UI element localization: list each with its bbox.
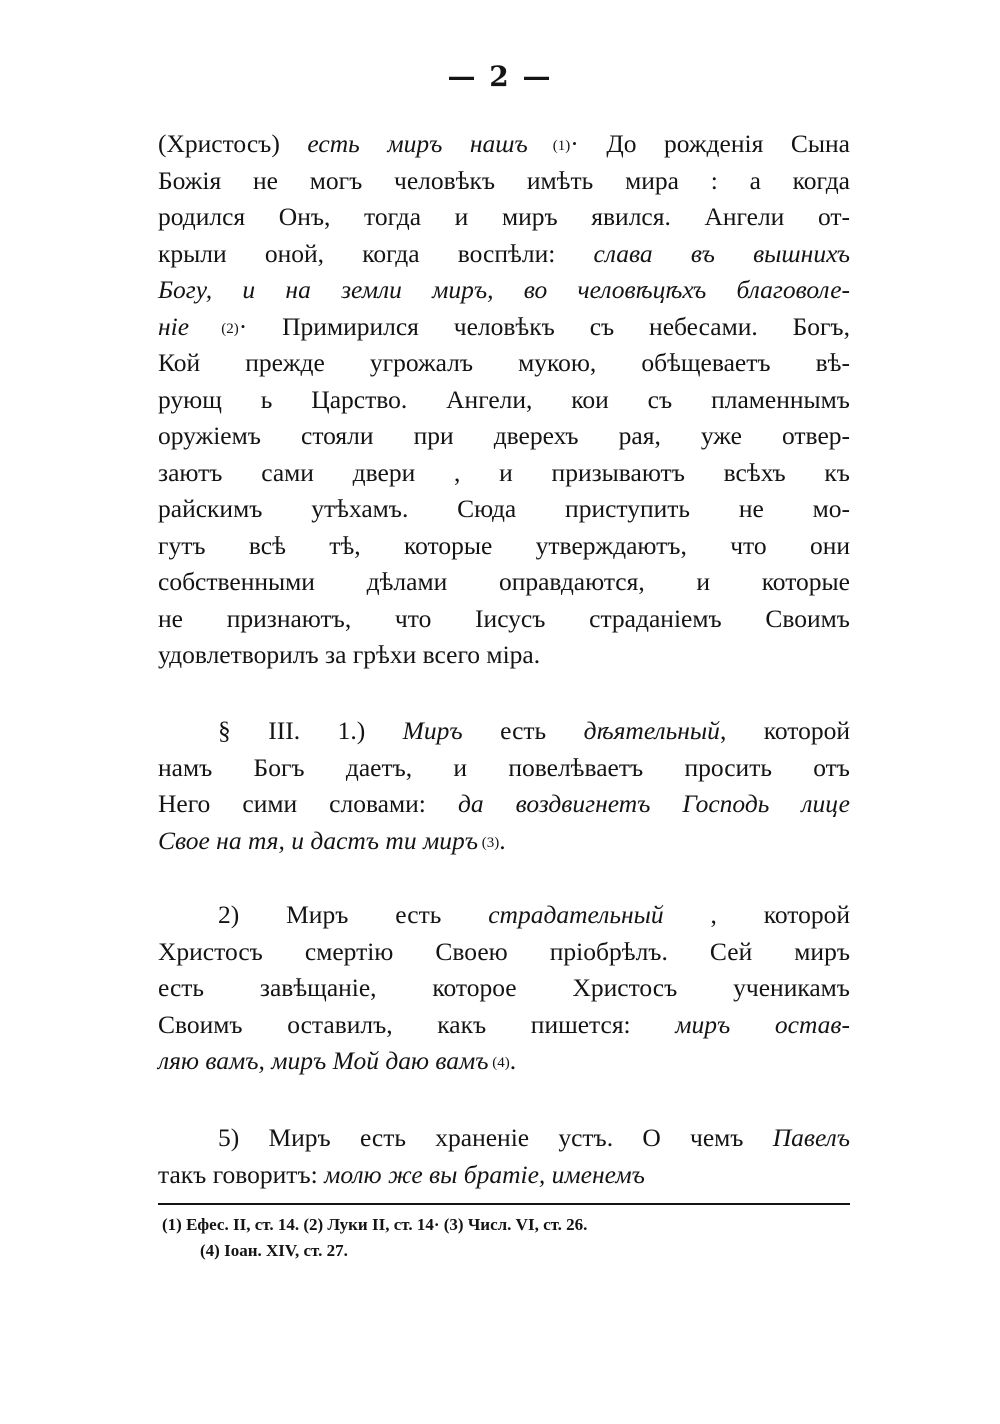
text-line bbox=[158, 750, 850, 787]
text-line bbox=[158, 637, 850, 674]
text-line bbox=[158, 897, 850, 934]
text-line bbox=[158, 1043, 850, 1080]
text-line bbox=[158, 163, 850, 200]
italic-text: ніе bbox=[158, 311, 190, 341]
text-run: Кой прежде угрожалъ мукою, обѣщеваетъ вѣ- bbox=[158, 348, 850, 377]
text-line bbox=[158, 713, 850, 750]
text-run: , которой bbox=[719, 716, 851, 745]
text-run: гутъ всѣ тѣ, которые утверждаютъ, что они bbox=[158, 530, 850, 560]
footnote-ref: (2) bbox=[189, 320, 239, 337]
text-line bbox=[158, 455, 850, 492]
text-run: , которой bbox=[663, 900, 850, 929]
italic-text: Свое на тя, и дастъ ти миръ bbox=[158, 825, 478, 855]
text-run: заютъ сами двери , и призываютъ всѣхъ къ bbox=[158, 457, 850, 487]
footnotes bbox=[162, 1212, 852, 1264]
text-run: Своимъ оставилъ, какъ пишется: bbox=[158, 1009, 676, 1039]
text-line bbox=[158, 1007, 850, 1044]
text-run: крыли оной, когда воспѣли: bbox=[158, 238, 594, 268]
italic-text: ляю вамъ, миръ Мой даю вамъ bbox=[158, 1046, 489, 1075]
text-run: § III. 1.) bbox=[218, 716, 403, 745]
text-line bbox=[158, 601, 850, 638]
text-run: оружіемъ стояли при дверехъ рая, уже отвер- bbox=[158, 421, 850, 450]
text-line bbox=[158, 934, 850, 971]
text-line bbox=[158, 126, 850, 163]
text-line bbox=[158, 786, 850, 823]
italic-text: Богу, и на земли миръ, во человѣцѣхъ благоволе- bbox=[158, 275, 850, 304]
text-run: есть завѣщаніе, которое Христосъ ученикамъ bbox=[158, 973, 850, 1002]
text-run: (Христосъ) bbox=[158, 129, 308, 158]
italic-text: миръ остав- bbox=[675, 1009, 850, 1039]
footnote-ref: (1) bbox=[527, 138, 571, 154]
text-line bbox=[158, 382, 850, 419]
paragraph-2 bbox=[158, 713, 850, 859]
text-line bbox=[158, 528, 850, 565]
footnote-ref: (3) bbox=[477, 834, 500, 851]
italic-text: Миръ bbox=[402, 716, 463, 745]
paragraph-3 bbox=[158, 897, 850, 1080]
text-run: собственными дѣлами оправдаются, и которые bbox=[158, 567, 850, 596]
footnote-ref: (4) bbox=[488, 1055, 510, 1071]
paragraph-4 bbox=[158, 1120, 850, 1193]
italic-text: страдательный bbox=[488, 900, 664, 929]
text-run: родился Онъ, тогда и миръ явился. Ангели от- bbox=[158, 202, 850, 231]
text-run: · Примирился человѣкъ съ небесами. Богъ, bbox=[238, 311, 850, 341]
text-line bbox=[158, 272, 850, 309]
text-run: удовлетворилъ за грѣхи всего міра. bbox=[158, 640, 541, 669]
italic-text: молю же вы братіе, именемъ bbox=[324, 1159, 645, 1189]
text-line bbox=[158, 491, 850, 528]
text-line bbox=[158, 309, 850, 346]
text-line bbox=[158, 199, 850, 236]
text-line bbox=[158, 823, 850, 860]
text-run: Христосъ смертію Своею пріобрѣлъ. Сей миръ bbox=[158, 936, 850, 966]
text-run: Божія не могъ человѣкъ имѣть мира : а когда bbox=[158, 165, 850, 195]
text-run: . bbox=[509, 1046, 517, 1075]
footnote-line-1: (1) Ефес. II, ст. 14. (2) Луки II, ст. 14· (3) Числ. VI, ст. 26. bbox=[162, 1215, 588, 1234]
footnote-line-2: (4) Іоан. XIV, ст. 27. bbox=[200, 1241, 348, 1260]
text-run: райскимъ утѣхамъ. Сюда приступить не мо- bbox=[158, 494, 850, 523]
italic-text: слава въ вышнихъ bbox=[593, 238, 850, 268]
text-line bbox=[158, 1157, 850, 1194]
text-run: рующ ь Царство. Ангели, кои съ пламеннымъ bbox=[158, 384, 850, 414]
text-line bbox=[158, 564, 850, 601]
text-line bbox=[158, 418, 850, 455]
paragraph-1 bbox=[158, 126, 850, 674]
text-run: не признаютъ, что Іисусъ страданіемъ Своимъ bbox=[158, 603, 850, 633]
footnote-divider bbox=[158, 1203, 850, 1205]
italic-text: Павелъ bbox=[772, 1123, 850, 1152]
text-run: 5) Миръ есть храненіе устъ. О чемъ bbox=[218, 1123, 773, 1152]
italic-text: дѣятельный bbox=[583, 716, 720, 745]
text-line bbox=[158, 236, 850, 273]
italic-text: да воздвигнетъ Господь лице bbox=[457, 789, 850, 818]
text-run: 2) Миръ есть bbox=[218, 900, 489, 929]
text-line bbox=[158, 345, 850, 382]
text-line bbox=[158, 970, 850, 1007]
text-run: такъ говоритъ: bbox=[158, 1159, 325, 1189]
text-run: Него сими словами: bbox=[158, 789, 458, 818]
text-line bbox=[158, 1120, 850, 1157]
page-number: — 2 — bbox=[447, 60, 553, 93]
text-run: есть bbox=[462, 716, 584, 745]
text-run: · До рожденія Сына bbox=[570, 129, 850, 158]
italic-text: есть миръ нашъ bbox=[307, 129, 528, 158]
text-run: намъ Богъ даетъ, и повелѣваетъ просить отъ bbox=[158, 752, 850, 782]
text-run: . bbox=[499, 825, 506, 855]
